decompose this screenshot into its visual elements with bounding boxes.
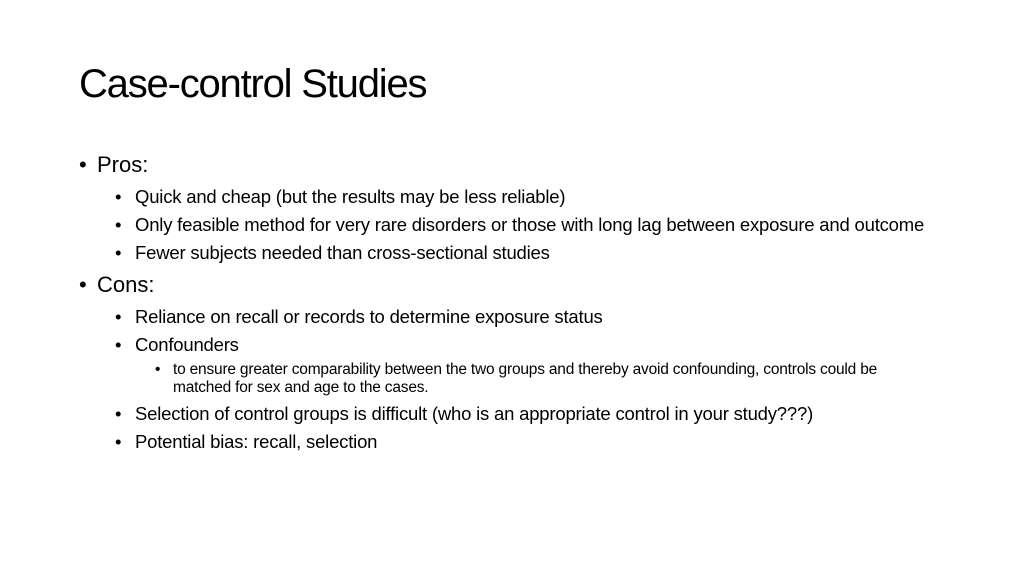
bullet-icon: • [115,214,122,235]
bullet-icon: • [155,361,161,378]
pros-section [79,150,939,264]
bullet-icon: • [115,431,122,452]
cons-item-text: Potential bias: recall, selection [135,431,378,452]
pros-item [115,214,939,236]
bullet-icon: • [115,334,122,355]
pros-item-text: Quick and cheap (but the results may be less reliable) [135,186,566,207]
confounders-detail [155,361,939,397]
slide-title: Case-control Studies [79,62,427,106]
cons-section [79,270,939,453]
cons-item-text: Selection of control groups is difficult (who is an appropriate control in your study???) [135,403,814,424]
bullet-icon: • [79,272,87,297]
slide-content [79,150,939,453]
bullet-icon: • [79,152,87,177]
cons-item [115,431,939,453]
pros-item [115,186,939,208]
bullet-icon: • [115,306,122,327]
bullet-icon: • [115,403,122,424]
cons-item [115,403,939,425]
cons-item-text: Reliance on recall or records to determine exposure status [135,306,603,327]
cons-label: Cons: [97,272,155,297]
pros-label: Pros: [97,152,149,177]
cons-item [115,306,939,328]
pros-item-text: Only feasible method for very rare disorders or those with long lag between exposure and outcome [135,214,925,235]
bullet-icon: • [115,186,122,207]
cons-item-text: Confounders [135,334,239,355]
confounders-detail-text: to ensure greater comparability between the two groups and thereby avoid confounding, controls could be matched for sex and age to the cases. [173,361,878,396]
cons-list [97,306,939,453]
pros-item-text: Fewer subjects needed than cross-sectional studies [135,242,550,263]
pros-item [115,242,939,264]
bullet-icon: • [115,242,122,263]
cons-item [115,334,939,356]
pros-list [97,186,939,264]
